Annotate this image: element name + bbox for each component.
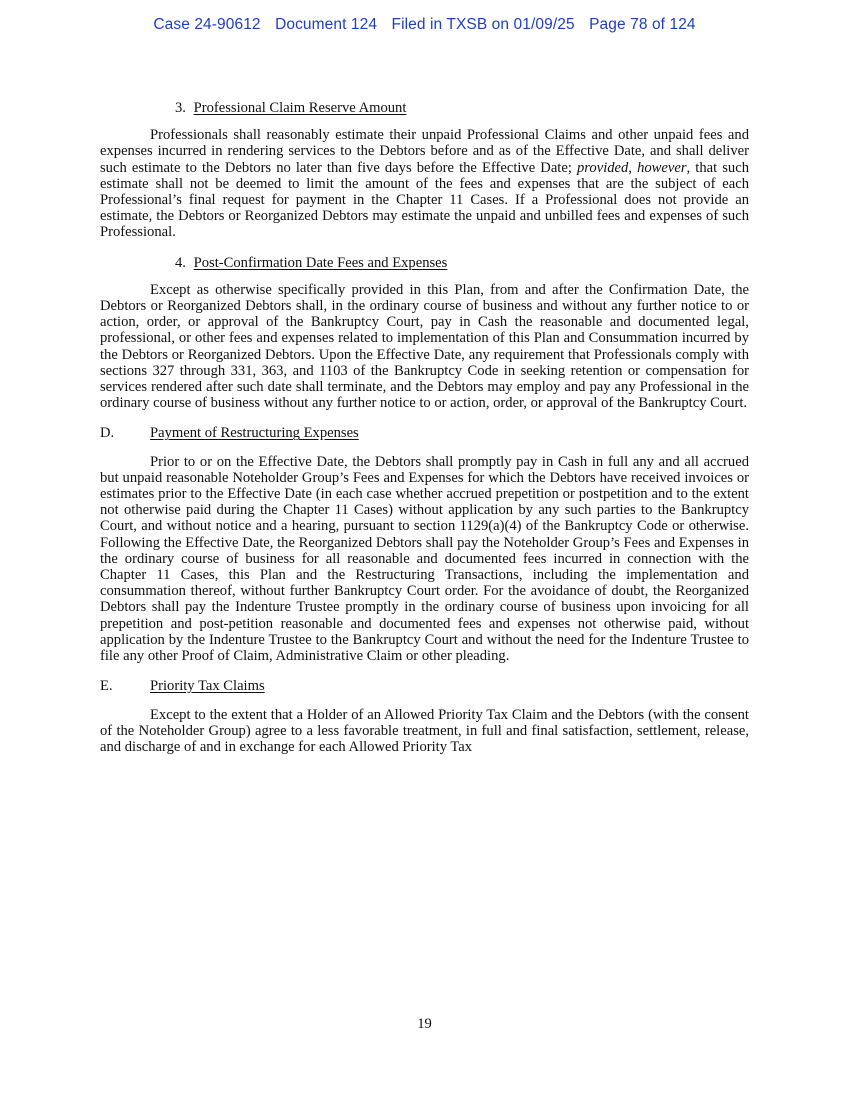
filing-header [0,16,849,34]
section-3-number: 3. [175,100,186,116]
filing-info: Filed in TXSB on 01/09/25 [391,16,575,33]
page-info: Page 78 of 124 [589,16,696,33]
section-e-letter: E. [100,678,113,695]
case-number: Case 24-90612 [153,16,261,33]
document-number: Document 124 [275,16,378,33]
page-number: 19 [417,1016,432,1032]
section-e-paragraph: Except to the extent that a Holder of an Allowed Priority Tax Claim and the Debtors (with the consent of the Noteholder Group) agree to a less favorable treatment, in full and final satisfaction, settlement, release, and discharge of and in exchange for each Allowed Priority Tax [100,706,749,755]
document-body [100,100,749,755]
section-3-text-a: Professionals shall reasonably estimate their unpaid Professional Claims and other unpaid fees and expenses incurred in rendering services to the Debtors before and as of the Effective Date, and shall deliver such estimate to the Debtors no later than five days before the Effective Date; [100,127,749,176]
section-3-title: Professional Claim Reserve Amount [193,100,407,116]
section-4-number: 4. [175,254,186,271]
section-d-title: Payment of Restructuring Expenses [150,425,359,442]
section-4-paragraph: Except as otherwise specifically provided in this Plan, from and after the Confirmation Date, the Debtors or Reorganized Debtors shall, in the ordinary course of business and without any further notice to or action, order, or approval of the Bankruptcy Court, pay in Cash the reasonable and documented legal, professional, or other fees and expenses related to implementation of this Plan and Consummation incurred by the Debtors or Reorganized Debtors. Upon the Effective Date, any requirement that Professionals comply with sections 327 through 331, 363, and 1103 of the Bankruptcy Code in seeking retention or compensation for services rendered after such date shall terminate, and the Debtors may employ and pay any Professional in the ordinary course of business without any further notice to or action, order, or approval of the Bankruptcy Court. [100,281,749,412]
section-3-italic-provided: provided [576,159,629,176]
section-d-letter: D. [100,425,115,442]
section-d-heading [100,425,749,441]
section-4-title: Post-Confirmation Date Fees and Expenses [193,254,448,271]
section-3-text-b: , that such estimate shall not be deemed to limit the amount of the fees and expenses that are the subject of each Professional’s final request for payment in the Chapter 11 Cases. If a Professional does not provide an estimate, the Debtors or Reorganized Debtors may estimate the unpaid and unbilled fees and expenses of such Professional. [100,159,749,241]
section-d-paragraph: Prior to or on the Effective Date, the Debtors shall promptly pay in Cash in full any and all accrued but unpaid reasonable Noteholder Group’s Fees and Expenses for which the Debtors have received invoices or estimates prior to the Effective Date (in each case whether accrued prepetition or postpetition and to the extent not otherwise paid during the Chapter 11 Cases) without application by any such parties to the Bankruptcy Court, and without notice and a hearing, pursuant to section 1129(a)(4) of the Bankruptcy Code or otherwise. Following the Effective Date, the Reorganized Debtors shall pay the Noteholder Group’s Fees and Expenses in the ordinary course of business for all reasonable and documented fees incurred in connection with the Chapter 11 Cases, this Plan and the Restructuring Transactions, including the implementation and consummation thereof, without further Bankruptcy Court order. For the avoidance of doubt, the Reorganized Debtors shall pay the Indenture Trustee promptly in the ordinary course of business upon invoicing for all prepetition and post-petition reasonable and documented fees and expenses not otherwise paid, without application by the Indenture Trustee to the Bankruptcy Court and without the need for the Indenture Trustee to file any other Proof of Claim, Administrative Claim or other pleading. [100,453,749,665]
section-4-heading [100,255,749,271]
section-3-italic-however: however [637,159,687,176]
section-3-comma: , [628,159,638,176]
section-e-heading [100,678,749,694]
section-3-heading [100,100,749,116]
section-3-paragraph [100,127,749,240]
section-e-title: Priority Tax Claims [150,678,265,695]
